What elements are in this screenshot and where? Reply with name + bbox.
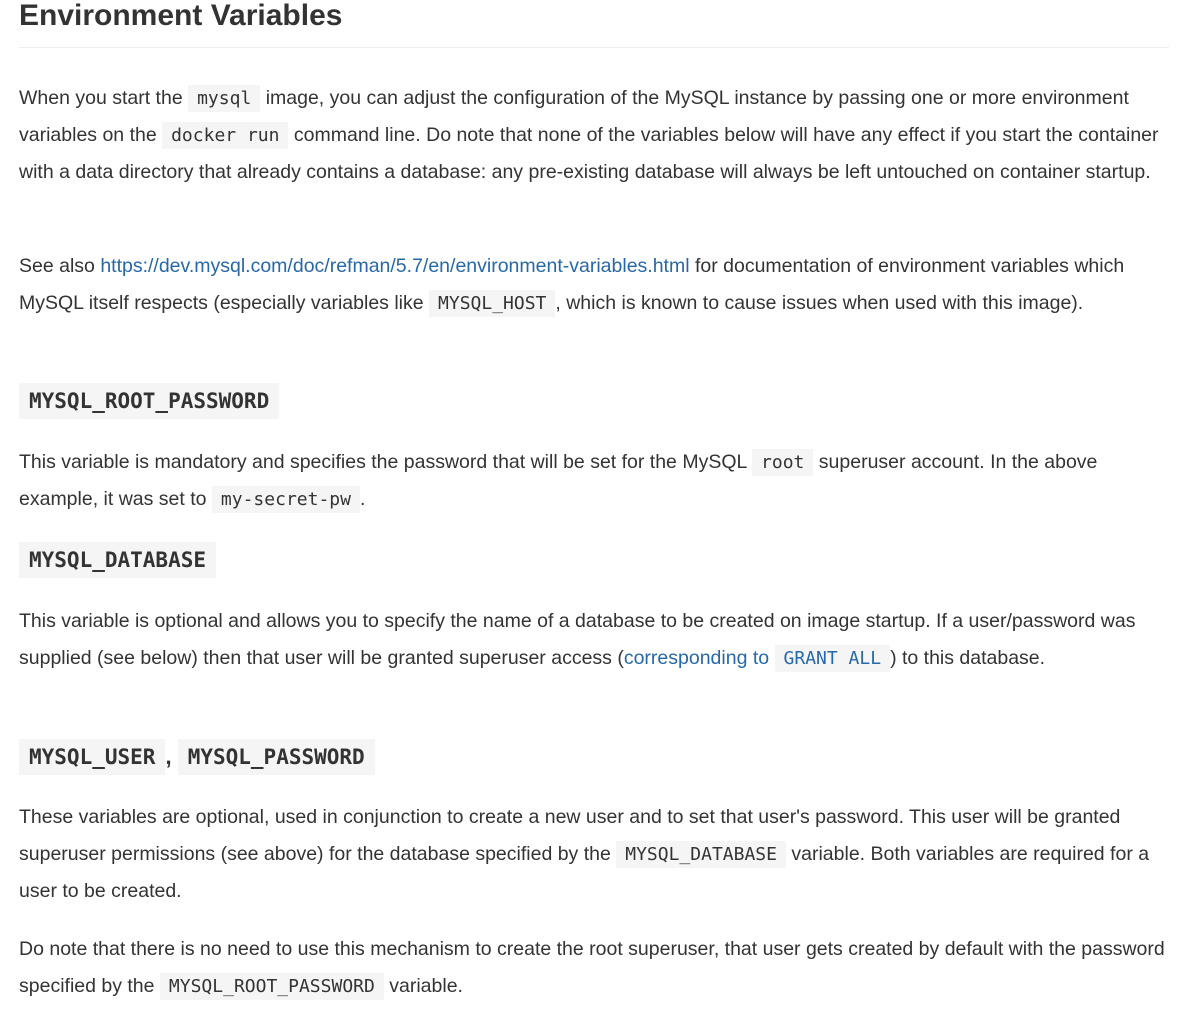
code-root: root — [752, 449, 813, 476]
code-docker-run: docker run — [162, 122, 288, 149]
code-mysql-user: MYSQL_USER — [19, 739, 165, 775]
code-my-secret-pw: my-secret-pw — [212, 486, 360, 513]
code-mysql-password: MYSQL_PASSWORD — [178, 739, 375, 775]
heading-mysql-root-password: MYSQL_ROOT_PASSWORD — [19, 383, 279, 419]
heading-divider — [19, 47, 1169, 48]
code-mysql: mysql — [188, 85, 260, 112]
heading-mysql-database: MYSQL_DATABASE — [19, 542, 216, 578]
code-mysql-host: MYSQL_HOST — [429, 290, 555, 317]
mysql-env-docs-link[interactable]: https://dev.mysql.com/doc/refman/5.7/en/environment-variables.html — [100, 255, 690, 277]
section-heading: Environment Variables — [19, 0, 343, 32]
user-password-description: These variables are optional, used in conjunction to create a new user and to set that user's password. This user will be granted superuser permissions (see above) for the database specified by the MYSQL_DATABASE variable. Both variables are required for a user to be created. — [19, 806, 1150, 902]
see-also-paragraph: See also https://dev.mysql.com/doc/refman/5.7/en/environment-variables.html for documentation of environment variables which MySQL itself respects (especially variables like MYSQL_HOST , which is known to cause issues when used with this image). — [19, 248, 1175, 322]
code-mysql-database: MYSQL_DATABASE — [616, 841, 786, 868]
heading-mysql-user-password — [19, 739, 375, 775]
code-mysql-root-password: MYSQL_ROOT_PASSWORD — [160, 973, 384, 1000]
heading-separator: , — [165, 744, 172, 769]
grant-all-link[interactable]: corresponding to GRANT ALL — [624, 647, 890, 669]
root-password-description: This variable is mandatory and specifies the password that will be set for the MySQL root superuser account. In the above example, it was set to my-secret-pw . — [19, 444, 1175, 518]
root-superuser-note: Do note that there is no need to use this mechanism to create the root superuser, that user gets created by default with the password specified by the MYSQL_ROOT_PASSWORD variable. — [19, 931, 1175, 1005]
database-description: This variable is optional and allows you to specify the name of a database to be created on image startup. If a user/password was supplied (see below) then that user will be granted superuser access (corresponding to GRANT ALL ) to this database. — [19, 603, 1175, 677]
intro-paragraph: When you start the mysql image, you can adjust the configuration of the MySQL instance by passing one or more environment variables on the docker run command line. Do note that none of the variables below will have any effect if you start the container with a data directory that already contains a database: any pre-existing database will always be left untouched on container startup. — [19, 87, 1159, 183]
